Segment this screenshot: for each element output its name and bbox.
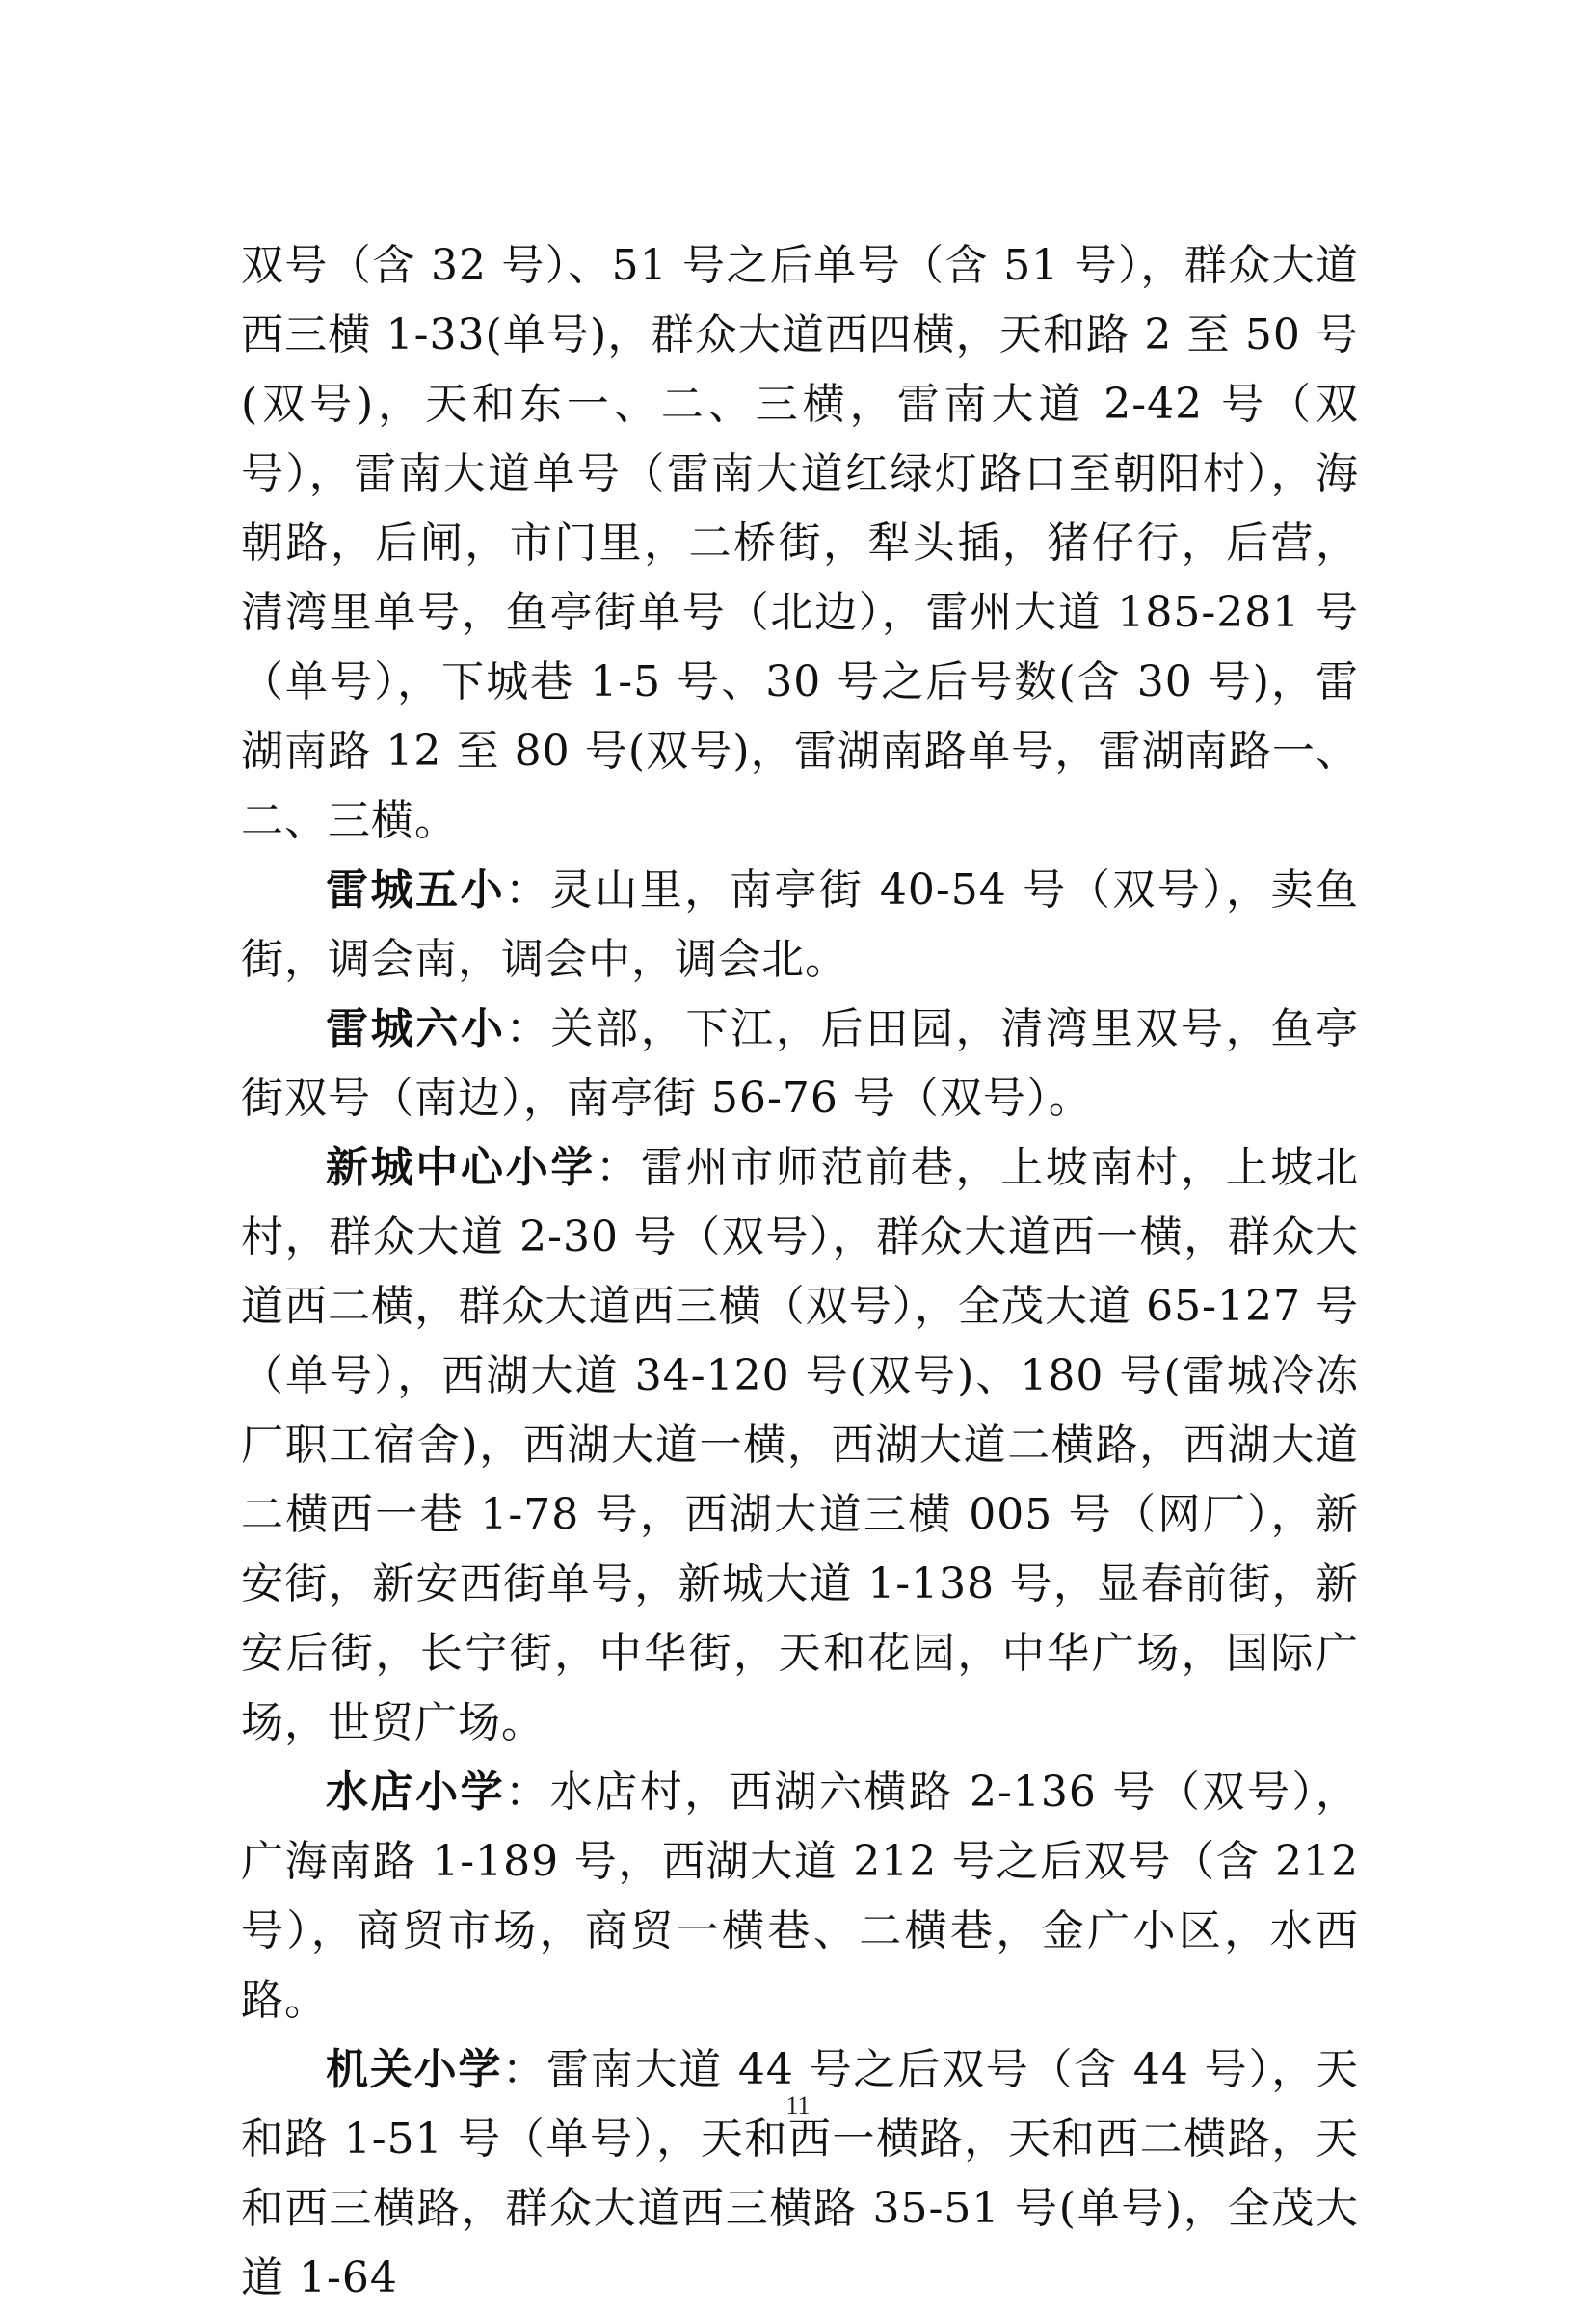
section-paragraph-shuidian (241, 1758, 1359, 2035)
section-paragraph-school-6 (241, 995, 1359, 1133)
school-name: 雷城六小 (326, 1004, 506, 1053)
section-text: 雷南大道 44 号之后双号（含 44 号），天和路 1-51 号（单号），天和西一横路，天和西二横路，天和西三横路，群众大道西三横路 35-51 号(单号)，全茂大道 1-64 (241, 2045, 1360, 2302)
section-text: 水店村，西湖六横路 2-136 号（双号），广海南路 1-189 号，西湖大道 212 号之后双号（含 212 号），商贸市场，商贸一横巷、二横巷，金广小区，水西路。 (241, 1768, 1360, 2025)
continuation-paragraph: 双号（含 32 号）、51 号之后单号（含 51 号），群众大道西三横 1-33(单号)，群众大道西四横，天和路 2 至 50 号(双号)，天和东一、二、三横，雷南大道 2-42 号（双号），雷南大道单号（雷南大道红绿灯路口至朝阳村），海朝路，后闸，市门里，二桥街，犁头插，猪仔行，后营，清湾里单号，鱼亭街单号（北边），雷州大道 185-281 号（单号），下城巷 1-5 号、30 号之后号数(含 30 号)，雷湖南路 12 至 80 号(双号)，雷湖南路单号，雷湖南路一、二、三横。 (241, 241, 1359, 845)
section-paragraph-jiguan (241, 2035, 1359, 2313)
section-text: 雷州市师范前巷，上坡南村，上坡北村，群众大道 2-30 号（双号），群众大道西一横，群众大道西二横，群众大道西三横（双号），全茂大道 65-127 号（单号），西湖大道 34-120 号(双号)、180 号(雷城冷冻厂职工宿舍)，西湖大道一横，西湖大道二横路，西湖大道二横西一巷 1-78 号，西湖大道三横 005 号（网厂），新安街，新安西街单号，新城大道 1-138 号，显春前街，新安后街，长宁街，中华街，天和花园，中华广场，国际广场，世贸广场。 (241, 1143, 1360, 1747)
section-separator: ： (502, 2045, 546, 2094)
section-separator: ： (505, 1768, 550, 1817)
school-name: 新城中心小学 (326, 1143, 597, 1192)
section-paragraph-xincheng (241, 1133, 1359, 1758)
school-name: 雷城五小 (326, 865, 506, 915)
section-separator: ： (505, 1004, 551, 1053)
section-paragraph-school-5 (241, 856, 1359, 995)
document-body (241, 231, 1359, 2313)
school-name: 水店小学 (326, 1768, 506, 1817)
page-number: 11 (785, 2091, 811, 2119)
section-separator: ： (596, 1143, 641, 1192)
section-text: 灵山里，南亭街 40-54 号（双号），卖鱼街，调会南，调会中，调会北。 (241, 865, 1360, 984)
school-name: 机关小学 (326, 2045, 503, 2094)
section-text: 关部，下江，后田园，清湾里双号，鱼亭街双号（南边），南亭街 56-76 号（双号）。 (241, 1004, 1360, 1123)
section-separator: ： (505, 865, 550, 915)
